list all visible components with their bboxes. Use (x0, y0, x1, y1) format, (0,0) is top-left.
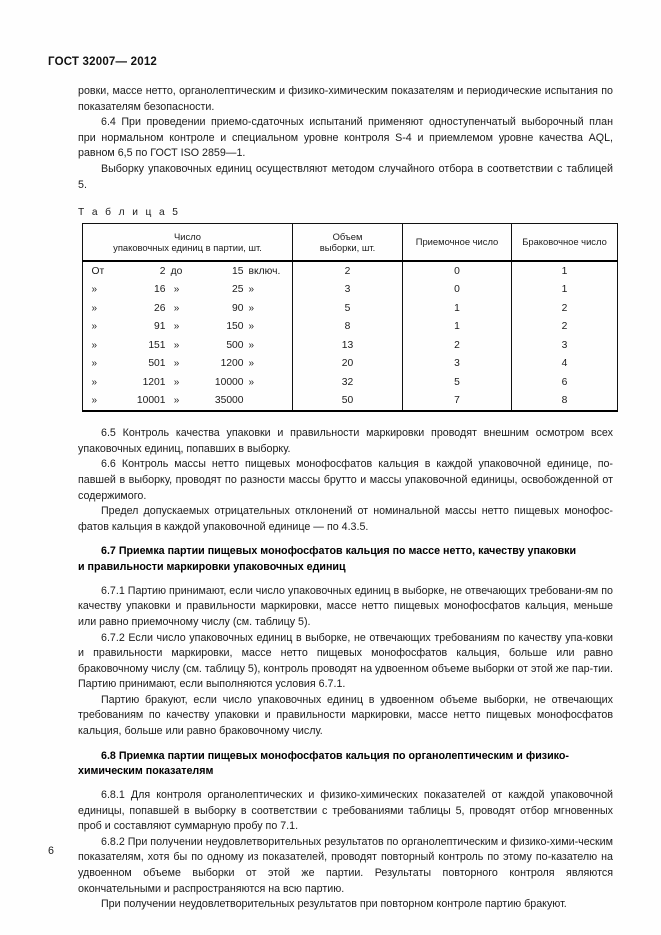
range-lower: 10001 (136, 395, 166, 407)
cell-rejection-number: 6 (512, 373, 618, 392)
range-upper: 35000 (214, 395, 244, 407)
range-from: От (91, 265, 105, 277)
cell-rejection-number: 2 (512, 299, 618, 318)
range-from: » (91, 376, 98, 388)
cell-rejection-number: 4 (512, 355, 618, 374)
table-header-row (83, 224, 618, 262)
table-caption: Т а б л и ц а 5 (78, 207, 181, 219)
range-from: » (91, 321, 98, 333)
range-inclusive: » (248, 284, 255, 296)
paragraph-final-rejection: При получении неудовлетворительных результатов при повторном контроле партию бракуют. (101, 898, 567, 911)
range-separator: до (170, 265, 183, 277)
column-header-sample-volume: Объем выборки, шт. (293, 224, 403, 262)
range-lower: 151 (148, 339, 166, 351)
cell-sample-volume: 20 (293, 355, 403, 374)
cell-acceptance-number: 0 (403, 281, 512, 300)
cell-sample-volume: 2 (293, 261, 403, 281)
paragraph-sampling-method: Выборку упаковочных единиц осуществляют методом случайного отбора в соответствии с таблицей 5. (78, 162, 613, 191)
cell-units-range (83, 355, 293, 374)
range-separator: » (173, 358, 180, 370)
page-number: 6 (48, 845, 54, 857)
range-inclusive: » (248, 302, 255, 314)
cell-acceptance-number: 0 (403, 261, 512, 281)
paragraph-6-8-1: 6.8.1 Для контроля органолептических и физико-химических показателей от каждой упаковочной единицы, попавшей в выборку в соответствии с требованиями таблицы 5, проводят отбор мгновенных проб и составляют суммарную пробу по 7.1. (78, 789, 613, 833)
paragraph-6-6: 6.6 Контроль массы нетто пищевых монофосфатов кальция в каждой упаковочной единице, по-павшей в выборку, проводят по разности массы брутто и массы упаковочной единицы, освобожденной от содержимого. (78, 458, 613, 502)
range-upper: 25 (232, 284, 244, 296)
range-lower: 2 (159, 265, 166, 277)
range-upper: 1200 (220, 358, 244, 370)
cell-sample-volume: 13 (293, 336, 403, 355)
table-row (83, 392, 618, 412)
cell-units-range (83, 392, 293, 412)
cell-units-range (83, 261, 293, 281)
cell-acceptance-number: 2 (403, 336, 512, 355)
range-lower: 1201 (142, 376, 166, 388)
table-body (83, 261, 618, 411)
table-row (83, 261, 618, 281)
cell-sample-volume: 3 (293, 281, 403, 300)
cell-rejection-number: 3 (512, 336, 618, 355)
range-lower: 91 (154, 321, 166, 333)
cell-acceptance-number: 1 (403, 318, 512, 337)
cell-units-range (83, 318, 293, 337)
paragraph-6-7-1: 6.7.1 Партию принимают, если число упаковочных единиц в выборке, не отвечающих требовани-ям по качеству упаковки и правильности маркировки, массе нетто пищевых монофосфатов кальция, меньше или равно приемочному числу (см. таблицу 5). (78, 584, 613, 628)
paragraph-batch-rejection: Партию бракуют, если число упаковочных единиц в удвоенном объеме выборки, не отвечающих требованиям по качеству упаковки и правильности маркировки, массе нетто пищевых монофосфатов кальция, больше или равно браковочному числу. (78, 693, 613, 738)
range-from: » (91, 302, 98, 314)
cell-sample-volume: 32 (293, 373, 403, 392)
table-row (83, 373, 618, 392)
column-header-units-count: Число упаковочных единиц в партии, шт. (83, 224, 293, 262)
cell-sample-volume: 5 (293, 299, 403, 318)
paragraph-deviation-limit: Предел допускаемых отрицательных отклонений от номинальной массы нетто пищевых монофос-фатов кальция в каждой упаковочной единице — по 4.3.5. (78, 505, 613, 533)
cell-units-range (83, 299, 293, 318)
table-5 (82, 223, 618, 412)
range-upper: 15 (232, 265, 244, 277)
table-row (83, 355, 618, 374)
column-header-acceptance-number: Приемочное число (403, 224, 512, 262)
cell-rejection-number: 2 (512, 318, 618, 337)
cell-rejection-number: 1 (512, 261, 618, 281)
range-separator: » (173, 376, 180, 388)
table-row (83, 299, 618, 318)
cell-rejection-number: 8 (512, 392, 618, 412)
cell-acceptance-number: 7 (403, 392, 512, 412)
range-upper: 500 (226, 339, 244, 351)
range-separator: » (173, 321, 180, 333)
column-header-rejection-number: Браковочное число (512, 224, 618, 262)
heading-6-7: 6.7 Приемка партии пищевых монофосфатов кальция по массе нетто, качеству упаковки и правильности маркировки упаковочных единиц (78, 545, 577, 573)
cell-sample-volume: 8 (293, 318, 403, 337)
range-upper: 10000 (214, 376, 244, 388)
range-inclusive: » (248, 358, 255, 370)
range-upper: 150 (226, 321, 244, 333)
cell-acceptance-number: 3 (403, 355, 512, 374)
paragraph-6-8-2: 6.8.2 При получении неудовлетворительных результатов по органолептическим и физико-хими-ческим показателям, хотя бы по одному из показателей, проводят повторный контроль по этому по-казателю на удвоенном объеме выборки от этой же партии. Результаты повторного контроля являются окончательными и распространяются на всю партию. (78, 835, 613, 895)
range-separator: » (173, 395, 180, 407)
paragraph-6-7-2: 6.7.2 Если число упаковочных единиц в выборке, не отвечающих требованиям по качеству упа-ковки и правильности маркировки, массе нетто пищевых монофосфатов кальция, больше или равно браковочному числу (см. таблицу 5), контроль проводят на удвоенном объеме выборки от этой же пар-тии. Партию принимают, если выполняются условия 6.7.1. (78, 631, 613, 691)
range-lower: 501 (148, 358, 166, 370)
paragraph-continuation: ровки, массе нетто, органолептическим и физико-химическим показателям и периодические испытания по показателям безопасности. (78, 85, 613, 113)
range-upper: 90 (232, 302, 244, 314)
range-separator: » (173, 339, 180, 351)
running-header: ГОСТ 32007— 2012 (48, 56, 158, 68)
cell-sample-volume: 50 (293, 392, 403, 412)
range-inclusive: » (248, 321, 255, 333)
table-row (83, 318, 618, 337)
table-row (83, 336, 618, 355)
range-separator: » (173, 284, 180, 296)
cell-units-range (83, 336, 293, 355)
table-5-wrapper (82, 223, 613, 412)
heading-6-8: 6.8 Приемка партии пищевых монофосфатов кальция по органолептическим и физико- химическим показателям (78, 749, 569, 777)
paragraph-6-4: 6.4 При проведении приемо-сдаточных испытаний применяют одноступенчатый выборочный план при нормальном контроле и специальном уровне контроля S-4 и приемлемом уровне качества AQL, равном 6,5 по ГОСТ ISO 2859—1. (78, 116, 613, 160)
range-from: » (91, 358, 98, 370)
range-from: » (91, 395, 98, 407)
cell-units-range (83, 373, 293, 392)
range-inclusive: » (248, 339, 255, 351)
page-body (78, 84, 613, 913)
range-separator: » (173, 302, 180, 314)
range-lower: 26 (154, 302, 166, 314)
range-from: » (91, 339, 98, 351)
range-from: » (91, 284, 98, 296)
paragraph-6-5: 6.5 Контроль качества упаковки и правильности маркировки проводят внешним осмотром всех упаковочных единиц, попавших в выборку. (78, 427, 613, 455)
range-inclusive: » (248, 376, 255, 388)
range-lower: 16 (154, 284, 166, 296)
cell-acceptance-number: 5 (403, 373, 512, 392)
cell-units-range (83, 281, 293, 300)
cell-rejection-number: 1 (512, 281, 618, 300)
cell-acceptance-number: 1 (403, 299, 512, 318)
range-inclusive: включ. (248, 265, 281, 277)
table-head (83, 224, 618, 262)
table-row (83, 281, 618, 300)
